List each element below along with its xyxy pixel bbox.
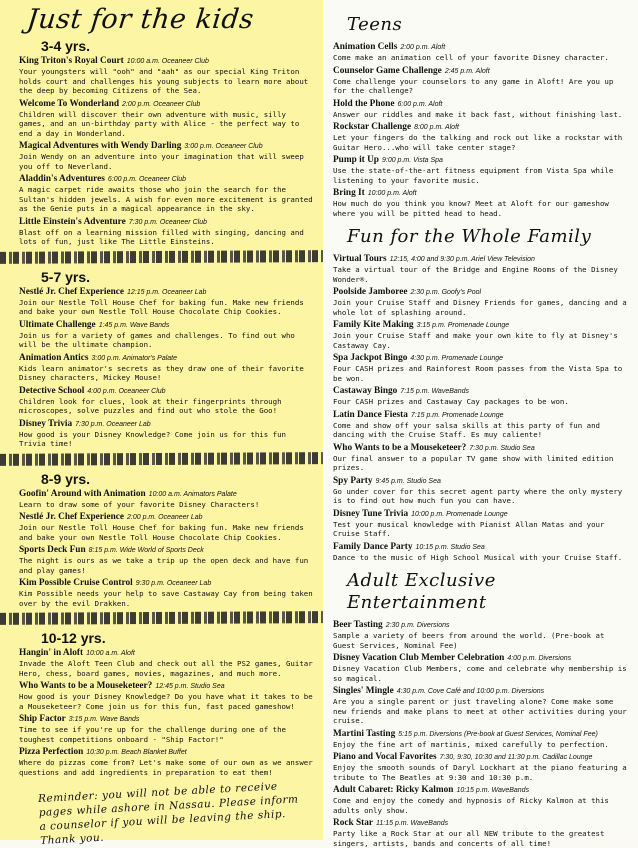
event-time-location: 2:45 p.m. Aloft: [444, 67, 490, 75]
event-description: Four CASH prizes and Castaway Cay packages to be won.: [333, 397, 569, 406]
right-sections: [333, 14, 630, 848]
event-name: Little Einstein's Adventure: [19, 216, 126, 227]
event-name: Pump it Up: [333, 155, 379, 165]
section: [333, 570, 630, 848]
event-name: Sports Deck Fun: [19, 545, 86, 555]
event-header: [19, 747, 313, 758]
event-description: Come and enjoy the comedy and hypnosis of Ricky Kalmon at this adults only show.: [333, 796, 609, 815]
event-name: Disney Tune Trivia: [333, 508, 409, 519]
event-name: Family Dance Party: [333, 541, 413, 552]
event-description: Where do pizzas come from? Let's make some of our own as we answer questions and add ingredients in preparation to eat them!: [19, 758, 313, 777]
event-name: Nestlé Jr. Chef Experience: [19, 512, 124, 522]
event-name: Aladdin's Adventures: [19, 174, 105, 184]
event-name: Who Wants to be a Mouseketeer?: [19, 681, 153, 691]
event-header: [333, 653, 630, 664]
event-item: [333, 353, 630, 383]
event-name: Ship Factor: [19, 714, 66, 724]
event-item: [333, 155, 630, 185]
event-header: [333, 620, 630, 631]
event-name: Hangin' in Aloft: [19, 648, 84, 658]
event-header: [19, 141, 313, 152]
event-item: [19, 489, 313, 510]
event-name: Pizza Perfection: [19, 747, 84, 757]
event-description: Children look for clues, look at their fingerprints through microscopes, solve puzzles and find out who stole the Goo!: [19, 396, 282, 415]
kids-panel-title: Just for the kids: [25, 4, 256, 35]
kids-groups: [19, 38, 313, 777]
event-item: [333, 785, 630, 815]
event-description: Let your fingers do the talking and rock out like a rockstar with Guitar Hero...who will take center stage?: [333, 133, 623, 152]
event-time-location: 10:15 p.m. Studio Sea: [415, 543, 485, 551]
event-header: [333, 122, 630, 133]
section-title: Fun for the Whole Family: [347, 226, 592, 247]
event-name: Virtual Tours: [333, 254, 387, 264]
event-time-location: 8:15 p.m. Wide World of Sports Deck: [88, 547, 204, 554]
section: [333, 226, 630, 562]
event-time-location: 2:30 p.m. Diversions: [385, 622, 450, 629]
event-header: [333, 410, 630, 421]
event-description: Join us for a variety of games and challenges. To find out who will be the ultimate champion.: [19, 330, 295, 349]
event-time-location: 12:15, 4:00 and 9:30 p.m. Ariel View Television: [389, 256, 535, 263]
event-name: Magical Adventures with Wendy Darling: [19, 141, 182, 151]
event-item: [333, 620, 630, 650]
event-time-location: 12:15 p.m. Oceaneer Lab: [127, 288, 207, 296]
event-description: Invade the Aloft Teen Club and check out all the PS2 games, Guitar Hero, chess, board games, movies, magazines, and much more.: [19, 659, 313, 678]
event-header: [333, 42, 630, 53]
event-time-location: 6:00 p.m. Oceaneer Club: [107, 176, 187, 183]
event-item: [333, 254, 630, 284]
event-name: Castaway Bingo: [333, 386, 398, 396]
event-time-location: 2:30 p.m. Goofy's Pool: [410, 289, 482, 296]
event-item: [333, 287, 630, 317]
section: [333, 14, 630, 218]
event-item: [19, 287, 313, 317]
event-name: Family Kite Making: [333, 320, 414, 330]
event-header: [19, 714, 313, 725]
event-item: [19, 545, 313, 575]
event-header: [19, 287, 313, 298]
event-time-location: 3:00 p.m. Oceaneer Club: [184, 143, 263, 150]
event-item: [333, 818, 630, 848]
age-group-heading: 10-12 yrs.: [41, 630, 106, 646]
event-header: [19, 681, 313, 692]
event-header: [333, 287, 630, 298]
event-item: [333, 476, 630, 506]
event-time-location: 4:30 p.m. Cove Café and 10:00 p.m. Diversions: [396, 688, 545, 695]
event-time-location: 5:15 p.m. Diversions (Pre-book at Guest Services, Nominal Fee): [398, 730, 598, 738]
event-header: [19, 353, 313, 364]
event-header: [333, 729, 630, 740]
event-item: [333, 122, 630, 152]
event-header: [333, 443, 630, 454]
event-item: [19, 99, 313, 139]
event-name: Nestlé Jr. Chef Experience: [19, 286, 124, 297]
event-header: [333, 476, 630, 487]
event-header: [333, 353, 630, 364]
event-description: Use the state-of-the-art fitness equipment from Vista Spa while listening to your favorite music.: [333, 166, 614, 185]
event-header: [19, 648, 313, 659]
event-header: [333, 542, 630, 553]
event-header: [333, 386, 630, 397]
event-name: Poolside Jamboree: [333, 287, 408, 297]
age-group-heading: 3-4 yrs.: [41, 38, 91, 54]
section-divider: [0, 250, 323, 264]
event-time-location: 4:00 p.m. Diversions: [507, 655, 572, 662]
age-group-heading: 5-7 yrs.: [41, 268, 91, 285]
event-description: Time to see if you're up for the challenge during one of the toughest competitions onboard - "Ship Factor!": [19, 725, 286, 744]
event-name: Latin Dance Fiesta: [333, 409, 408, 420]
event-item: [333, 320, 630, 350]
event-time-location: 1:45 p.m. Wave Bands: [98, 321, 170, 329]
event-description: Join our Nestle Toll House Chef for baking fun. Make new friends and bake your own Nestle Toll House Chocolate Chip Cookies.: [19, 297, 304, 316]
event-name: Disney Vacation Club Member Celebration: [333, 653, 505, 663]
event-name: Kim Possible Cruise Control: [19, 578, 133, 588]
event-item: [19, 747, 313, 777]
event-header: [19, 578, 313, 589]
event-description: Enjoy the smooth sounds of Daryl Lockhart at the piano featuring a tribute to The Beatles at 9:30 and 10:30 p.m.: [333, 763, 627, 782]
event-description: Learn to draw some of your favorite Disney Characters!: [19, 499, 260, 509]
event-name: King Triton's Royal Court: [19, 56, 124, 66]
event-time-location: 8:00 p.m. Aloft: [414, 124, 459, 131]
event-name: Who Wants to be a Mouseketeer?: [333, 442, 467, 453]
event-header: [333, 752, 630, 763]
event-time-location: 2:00 p.m. Oceaneer Club: [122, 100, 201, 108]
right-panel: [323, 0, 638, 848]
event-header: [19, 56, 313, 67]
event-name: Spy Party: [333, 475, 373, 486]
event-name: Rockstar Challenge: [333, 122, 412, 132]
event-time-location: 7:15 p.m. Promenade Lounge: [410, 411, 504, 419]
event-item: [333, 386, 630, 407]
event-name: Singles' Mingle: [333, 686, 394, 696]
event-header: [333, 818, 630, 829]
section-divider: [0, 611, 323, 625]
event-description: Blast off on a learning mission filled with singing, dancing and lots of fun, just like The Little Einsteins.: [19, 227, 304, 246]
event-time-location: 10:00 a.m. Aloft: [86, 650, 135, 657]
event-name: Animation Cells: [333, 42, 398, 52]
event-name: Adult Cabaret: Ricky Kalmon: [333, 785, 454, 795]
event-description: Join your Cruise Staff and make your own kite to fly at Disney's Castaway Cay.: [333, 331, 618, 350]
reminder-note: Reminder: you will not be able to receive pages while ashore in Nassau. Please inform a counselor if you will be leaving the ship. Thank you.: [37, 780, 299, 847]
event-description: Party like a Rock Star at our all NEW tribute to the greatest singers, artists, bands and concerts of all time!: [333, 829, 605, 848]
event-description: Children will discover their own adventure with music, silly games, and an un-birthday party with Alice - the perfect way to end a day in Wonderland.: [19, 109, 300, 138]
section-title: Teens: [347, 14, 403, 35]
event-name: Rock Star: [333, 818, 374, 828]
event-item: [333, 729, 630, 750]
event-description: Your youngsters will "ooh" and "aah" as our special King Triton holds court and challenges his young subjects to learn more about the deep by becoming Citizens of the Sea.: [19, 67, 309, 95]
event-name: Martini Tasting: [333, 728, 396, 739]
event-description: How good is your Disney Knowledge? Do you have what it takes to be a Mouseketeer? Come join us for this fun, fast paced gameshow!: [19, 692, 313, 711]
event-description: Four CASH prizes and Rainforest Room passes from the Vista Spa to be won.: [333, 364, 623, 383]
event-time-location: 7:30, 9:30, 10:30 and 11:30 p.m. Cadillac Lounge: [439, 754, 593, 761]
event-item: [333, 410, 630, 440]
event-item: [333, 686, 630, 726]
event-name: Counselor Game Challenge: [333, 65, 442, 76]
event-header: [333, 785, 630, 796]
event-name: Disney Trivia: [19, 418, 73, 429]
event-time-location: 4:30 p.m. Promenade Lounge: [410, 355, 504, 362]
age-group-heading: 8-9 yrs.: [41, 470, 91, 487]
event-header: [19, 99, 313, 110]
event-header: [19, 512, 313, 523]
event-description: Kids learn animator's secrets as they draw one of their favorite Disney characters, Mickey Mouse!: [19, 363, 304, 382]
event-name: Piano and Vocal Favorites: [333, 752, 437, 762]
event-header: [19, 386, 313, 397]
event-time-location: 7:30 p.m. Studio Sea: [469, 444, 535, 452]
event-header: [19, 217, 313, 228]
event-header: [19, 545, 313, 556]
event-item: [19, 578, 313, 608]
event-item: [333, 99, 630, 120]
event-time-location: 7:15 p.m. WaveBands: [400, 388, 470, 395]
event-item: [19, 681, 313, 711]
event-description: Join our Nestle Toll House Chef for baking fun. Make new friends and bake your own Nestle Toll House Chocolate Chip Cookies.: [19, 523, 304, 542]
event-description: Our final answer to a popular TV game show with limited edition prizes.: [333, 453, 614, 472]
event-time-location: 10:00 p.m. Promenade Lounge: [411, 510, 508, 518]
event-time-location: 3:15 p.m. Wave Bands: [68, 716, 140, 723]
event-header: [333, 66, 630, 77]
event-description: How good is your Disney Knowledge? Come join us for this fun Trivia time!: [19, 429, 286, 448]
event-item: [19, 386, 313, 416]
event-time-location: 10:00 a.m. Animators Palate: [148, 490, 237, 498]
event-time-location: 9:45 p.m. Studio Sea: [375, 477, 441, 485]
event-description: Join your Cruise Staff and Disney Friends for games, dancing and a whole lot of splashing around.: [333, 298, 627, 317]
event-header: [333, 320, 630, 331]
event-header: [333, 686, 630, 697]
event-time-location: 6:00 p.m. Aloft: [397, 100, 443, 108]
event-header: [333, 99, 630, 110]
event-description: A magic carpet ride awaits those who join the search for the Sultan's hidden jewels. A wish for even more excitement is granted as the Genie puts in a magical appearance in the sky.: [19, 185, 313, 213]
event-item: [19, 141, 313, 171]
event-description: How much do you think you know? Meet at Aloft for our gameshow where you will be pitted head to head.: [333, 199, 609, 218]
event-time-location: 12:45 p.m. Studio Sea: [155, 683, 225, 690]
section-title: Adult Exclusive Entertainment: [347, 570, 496, 613]
event-item: [19, 56, 313, 96]
event-time-location: 9:30 p.m. Oceaneer Lab: [135, 580, 212, 587]
event-item: [19, 217, 313, 247]
event-item: [19, 320, 313, 350]
event-name: Bring It: [333, 188, 365, 198]
event-name: Detective School: [19, 385, 85, 396]
event-time-location: 7:30 p.m. Oceaneer Club: [128, 218, 207, 226]
event-description: Test your musical knowledge with Pianist Allan Matas and your Cruise Staff.: [333, 519, 605, 538]
event-description: Dance to the music of High School Musical with your Cruise Staff.: [333, 552, 623, 562]
event-item: [333, 509, 630, 539]
event-description: The night is ours as we take a trip up the open deck and have fun and play games!: [19, 556, 309, 575]
event-item: [333, 66, 630, 96]
event-item: [333, 188, 630, 218]
event-item: [19, 353, 313, 383]
event-item: [333, 542, 630, 563]
event-description: Come challenge your counselors to any game in Aloft! Are you up for the challenge?: [333, 76, 614, 95]
event-time-location: 10:15 p.m. WaveBands: [456, 787, 530, 794]
event-name: Animation Antics: [19, 352, 89, 363]
event-item: [333, 443, 630, 473]
event-header: [333, 155, 630, 166]
event-header: [19, 489, 313, 500]
event-item: [19, 714, 313, 744]
event-time-location: 2:00 p.m. Oceaneer Lab: [127, 514, 203, 521]
event-header: [19, 320, 313, 331]
event-description: Go under cover for this secret agent party where the only mystery is to find out how much fun you can have.: [333, 486, 623, 505]
event-time-location: 9:00 p.m. Vista Spa: [381, 157, 443, 164]
event-header: [333, 509, 630, 520]
event-time-location: 7:30 p.m. Oceaneer Lab: [75, 420, 151, 428]
event-time-location: 3:15 p.m. Promenade Lounge: [416, 322, 510, 329]
event-item: [19, 419, 313, 449]
event-time-location: 2:00 p.m. Aloft: [400, 44, 446, 51]
event-description: Come and show off your salsa skills at this party of fun and dancing with the Cruise Staff. Es muy caliente!: [333, 420, 600, 439]
event-item: [19, 174, 313, 214]
event-description: Enjoy the fine art of martinis, mixed carefully to perfection.: [333, 739, 609, 749]
event-description: Kim Possible needs your help to save Castaway Cay from being taken over by the evil Drakken.: [19, 589, 313, 608]
event-description: Answer our riddles and make it back fast, without finishing last.: [333, 109, 623, 119]
event-description: Sample a variety of beers from around the world. (Pre-book at Guest Services, Nominal Fee): [333, 631, 605, 650]
event-name: Spa Jackpot Bingo: [333, 353, 408, 363]
section-divider: [0, 452, 323, 466]
event-header: [333, 188, 630, 199]
event-time-location: 10:00 a.m. Oceaneer Club: [126, 58, 209, 65]
event-name: Welcome To Wonderland: [19, 98, 120, 109]
event-header: [333, 254, 630, 265]
event-time-location: 3:00 p.m. Animator's Palate: [91, 354, 177, 362]
event-item: [333, 752, 630, 782]
event-description: Are you a single parent or just traveling alone? Come make some new friends and make plans to meet at other activities during your cruise.: [333, 697, 627, 725]
event-name: Hold the Phone: [333, 98, 395, 109]
event-description: Join Wendy on an adventure into your imagination that will sweep you off to Neverland.: [19, 152, 304, 171]
event-description: Take a virtual tour of the Bridge and Engine Rooms of the Disney Wonder®.: [333, 265, 618, 284]
event-time-location: 11:15 p.m. WaveBands: [376, 820, 449, 827]
event-header: [19, 419, 313, 430]
event-description: Come make an animation cell of your favorite Disney character.: [333, 53, 609, 62]
event-name: Goofin' Around with Animation: [19, 488, 146, 499]
event-item: [19, 648, 313, 678]
event-name: Beer Tasting: [333, 620, 383, 630]
event-item: [333, 42, 630, 63]
event-description: Disney Vacation Club Members, come and celebrate why membership is so magical.: [333, 664, 627, 683]
event-header: [19, 174, 313, 185]
event-name: Ultimate Challenge: [19, 319, 96, 330]
event-time-location: 10:00 p.m. Aloft: [367, 190, 417, 197]
event-time-location: 10:30 p.m. Beach Blanket Buffet: [86, 749, 187, 756]
event-item: [333, 653, 630, 683]
event-item: [19, 512, 313, 542]
event-time-location: 4:00 p.m. Oceaneer Club: [87, 387, 166, 395]
